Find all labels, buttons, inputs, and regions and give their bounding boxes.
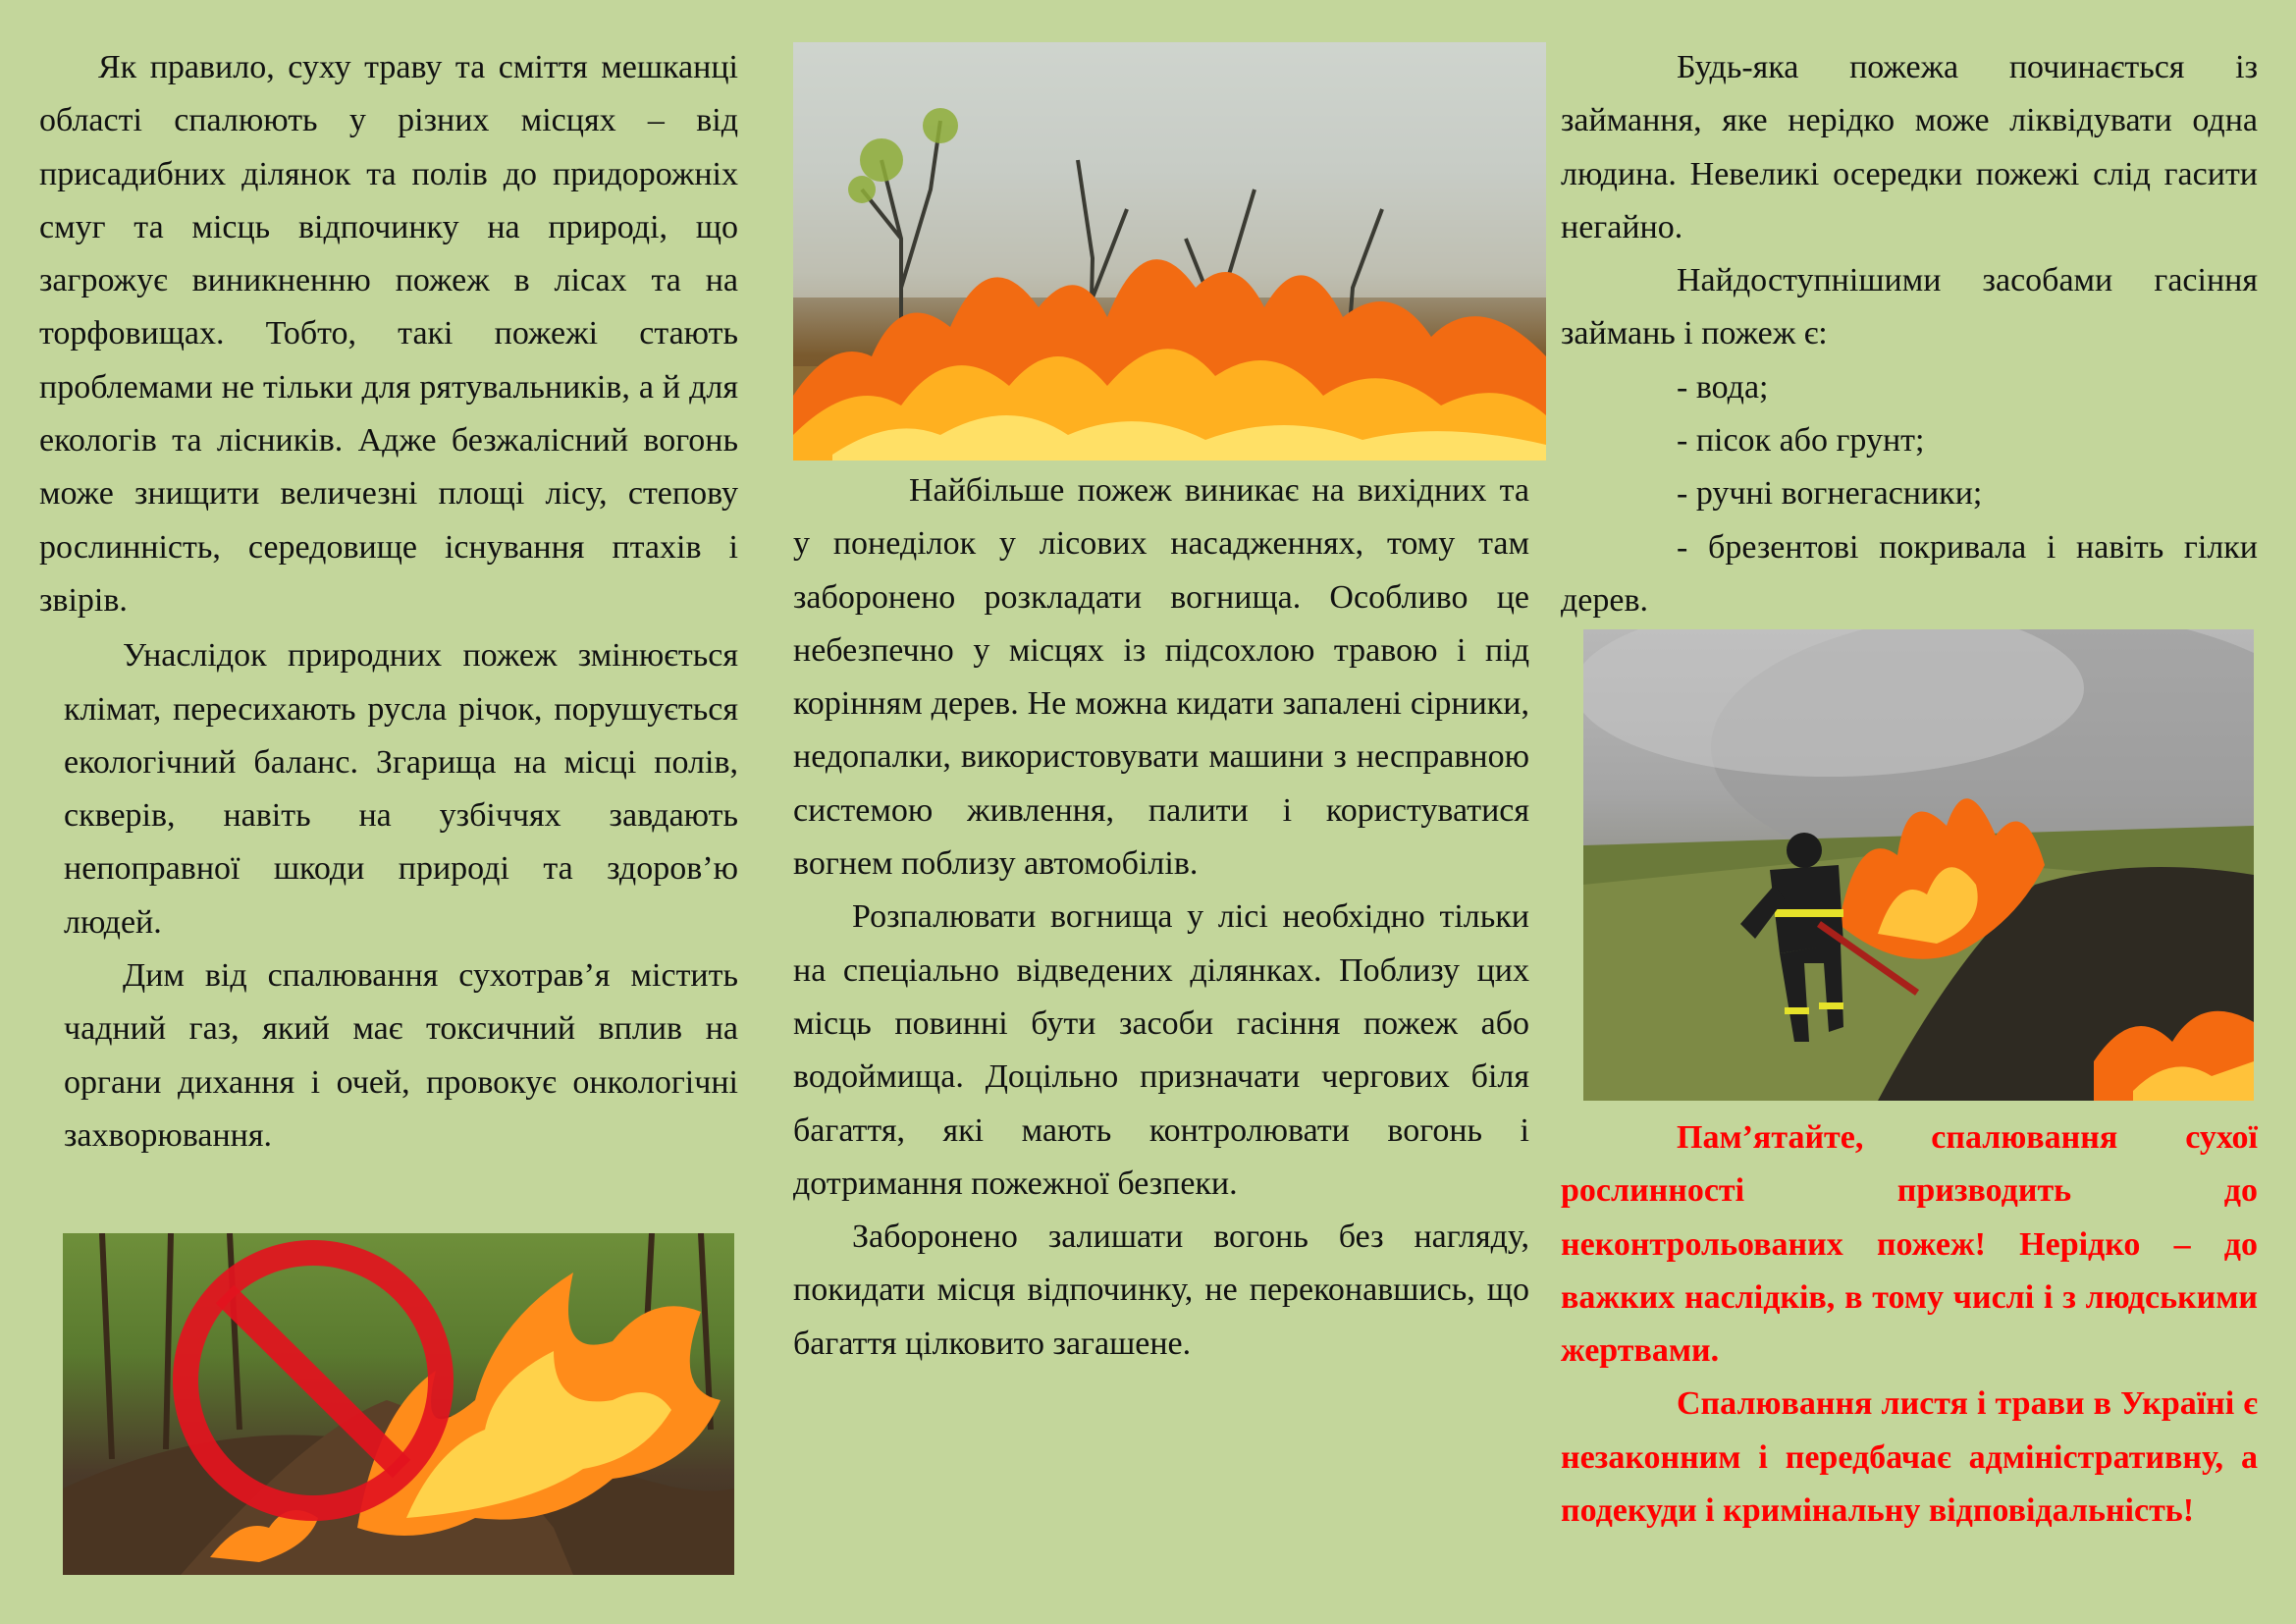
grass-fire-photo [793,42,1546,460]
firefighter-photo [1583,629,2254,1101]
warning-paragraph-1: Пам’ятайте, спалювання сухої рослинності призводить до неконтрольованих пожеж! Нерідко – до важких наслідків, в тому числі і з людськими жертвами. [1561,1119,2258,1370]
middle-column [793,464,1529,1371]
left-column [39,41,738,1163]
middle-paragraph-1: Найбільше пожеж виникає на вихідних та у понеділок у лісових насадженнях, тому там заборонено розкладати вогнища. Особливо це небезпечно у місцях із підсохлою травою і під корінням дерев. Не можна кидати запалені сірники, недопалки, використовувати машини з несправною системою живлення, палити і користуватися вогнем поблизу автомобілів. [793,472,1529,883]
extinguish-item-sand: - пісок або грунт; [1677,422,1925,460]
warning-block [1561,1111,2258,1538]
left-paragraph-3: Дим від спалювання сухотрав’я містить чадний газ, який має токсичний вплив на органи дихання і очей, провокує онкологічні захворювання. [64,957,738,1154]
left-paragraph-2: Унаслідок природних пожеж змінюється клімат, пересихають русла річок, порушується екологічний баланс. Згарища на місці полів, скверів, навіть на узбіччях завдають непоправної шкоди природі та здоров’ю людей. [64,637,738,941]
extinguish-item-extinguishers: - ручні вогнегасники; [1677,475,1983,513]
warning-paragraph-2: Спалювання листя і трави в Україні є незаконним і передбачає адміністративну, а подекуди і кримінальну відповідальність! [1561,1385,2258,1530]
extinguish-item-tarpaulin: - брезентові покривала і навіть гілки дерев. [1561,528,2258,619]
burning-leaves-prohibited-photo [63,1233,734,1575]
left-paragraph-1: Як правило, суху траву та сміття мешканці області спалюють у різних місцях – від присадибних ділянок та полів до придорожніх смуг та місць відпочинку на природі, що загрожує виникненню пожеж в лісах та на торфовищах. Тобто, такі пожежі стають проблемами не тільки для рятувальників, а й для екологів та лісників. Адже безжалісний вогонь може знищити величезні площі лісу, степову рослинність, середовище існування птахів і звірів. [39,49,738,619]
right-paragraph-2: Найдоступнішими засобами гасіння займань і пожеж є: [1561,262,2258,352]
middle-paragraph-3: Заборонено залишати вогонь без нагляду, покидати місця відпочинку, не переконавшись, що багаття цілковито загашене. [793,1218,1529,1362]
right-column [1561,41,2258,627]
middle-paragraph-2: Розпалювати вогнища у лісі необхідно тільки на спеціально відведених ділянках. Поблизу цих місць повинні бути засоби гасіння пожеж або водоймища. Доцільно призначати чергових біля багаття, які мають контролювати вогонь і дотримання пожежної безпеки. [793,898,1529,1202]
extinguish-item-water: - вода; [1677,368,1769,406]
right-paragraph-1: Будь-яка пожежа починається із займання, яке нерідко може ліквідувати одна людина. Невеликі осередки пожежі слід гасити негайно. [1561,49,2258,245]
